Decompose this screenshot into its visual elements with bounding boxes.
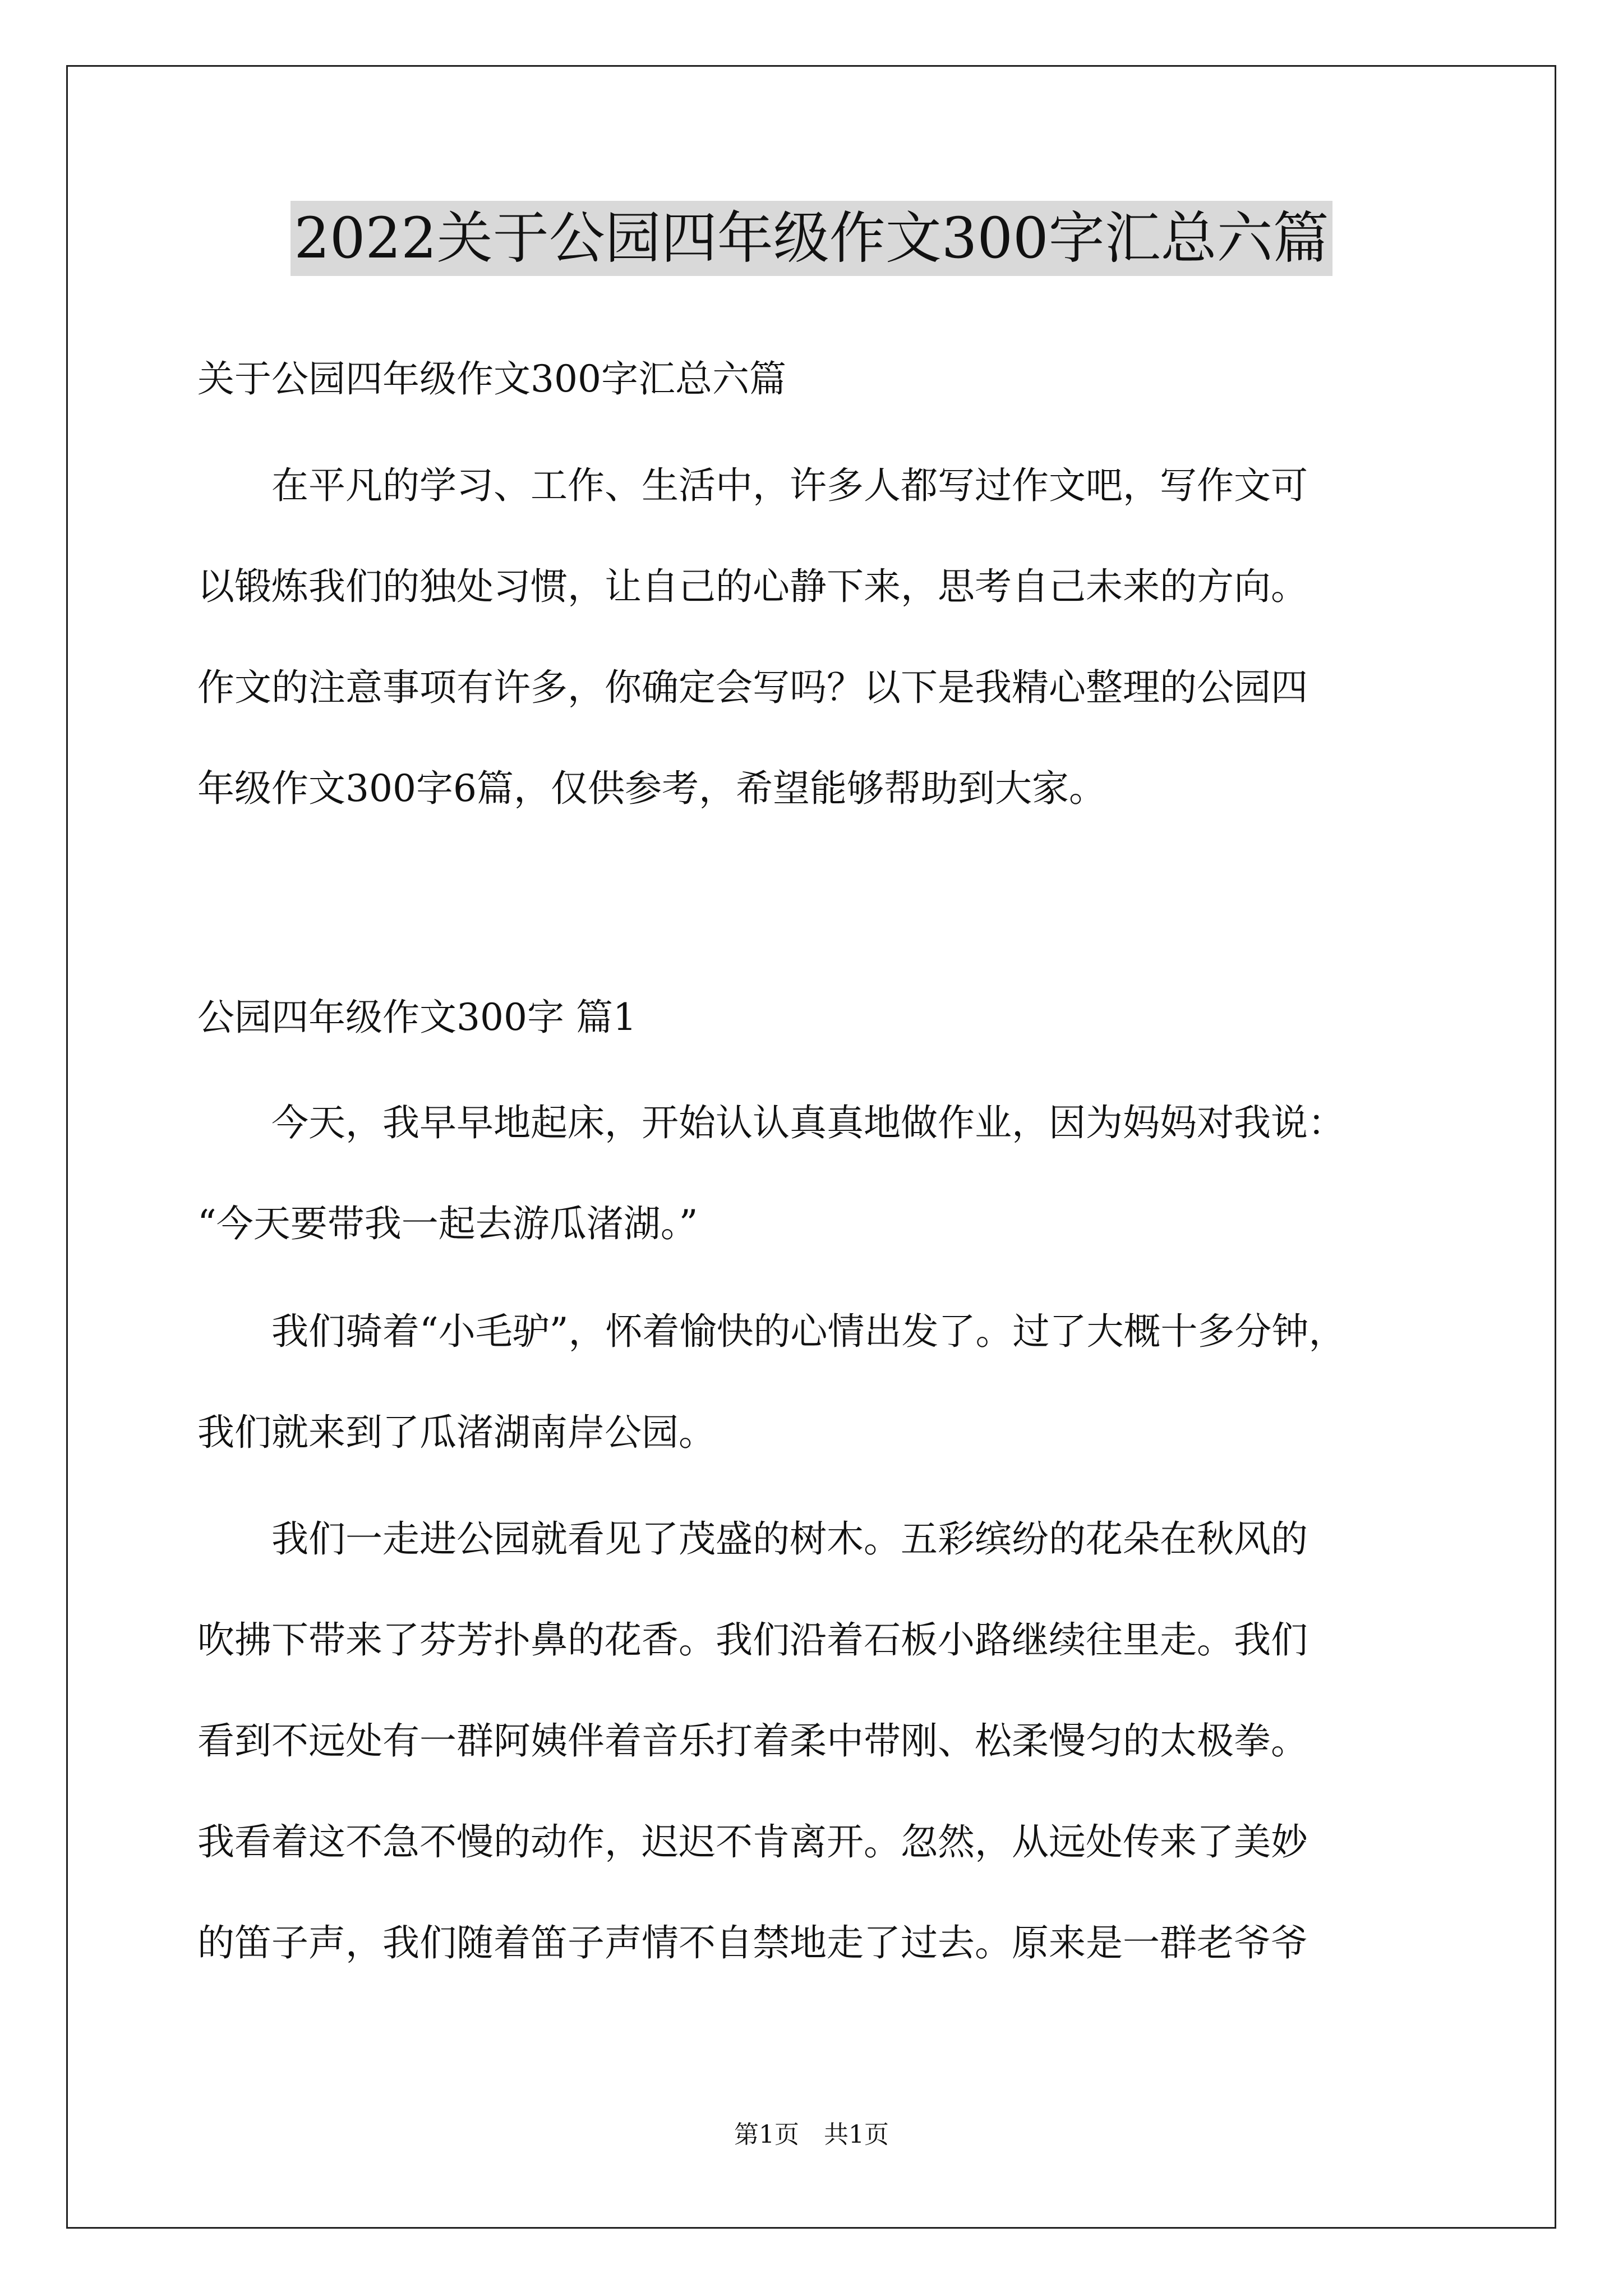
page-footer: 第1页 共1页 [734,2120,889,2149]
text-line: 的笛子声，我们随着笛子声情不自禁地走了过去。原来是一群老爷爷 [197,1921,1308,1964]
text-line: 吹拂下带来了芬芳扑鼻的花香。我们沿着石板小路继续往里走。我们 [197,1618,1308,1662]
text-line: 我们就来到了瓜渚湖南岸公园。 [197,1411,716,1454]
text-line: 我看着这不急不慢的动作，迟迟不肯离开。忽然，从远处传来了美妙 [197,1820,1308,1864]
text-line: 我们骑着“小毛驴”，怀着愉快的心情出发了。过了大概十多分钟， [197,1310,1346,1353]
text-line: 年级作文300字6篇，仅供参考，希望能够帮助到大家。 [197,767,1106,810]
text-line: 看到不远处有一群阿姨伴着音乐打着柔中带刚、松柔慢匀的太极拳。 [197,1719,1308,1763]
text-line: 我们一走进公园就看见了茂盛的树木。五彩缤纷的花朵在秋风的 [197,1517,1308,1561]
text-line: 今天，我早早地起床，开始认认真真地做作业，因为妈妈对我说： [197,1101,1345,1144]
text-line: 以锻炼我们的独处习惯，让自己的心静下来，思考自己未来的方向。 [197,565,1308,608]
text-line: 作文的注意事项有许多，你确定会写吗？以下是我精心整理的公园四 [197,666,1308,709]
text-line: 在平凡的学习、工作、生活中，许多人都写过作文吧，写作文可 [197,464,1308,507]
document-title: 2022关于公园四年级作文300字汇总六篇 [291,201,1332,276]
section-heading: 公园四年级作文300字 篇1 [197,996,637,1039]
subtitle-line: 关于公园四年级作文300字汇总六篇 [197,357,786,401]
title-container [0,201,1623,276]
text-line: “今天要带我一起去游瓜渚湖。” [197,1202,698,1245]
